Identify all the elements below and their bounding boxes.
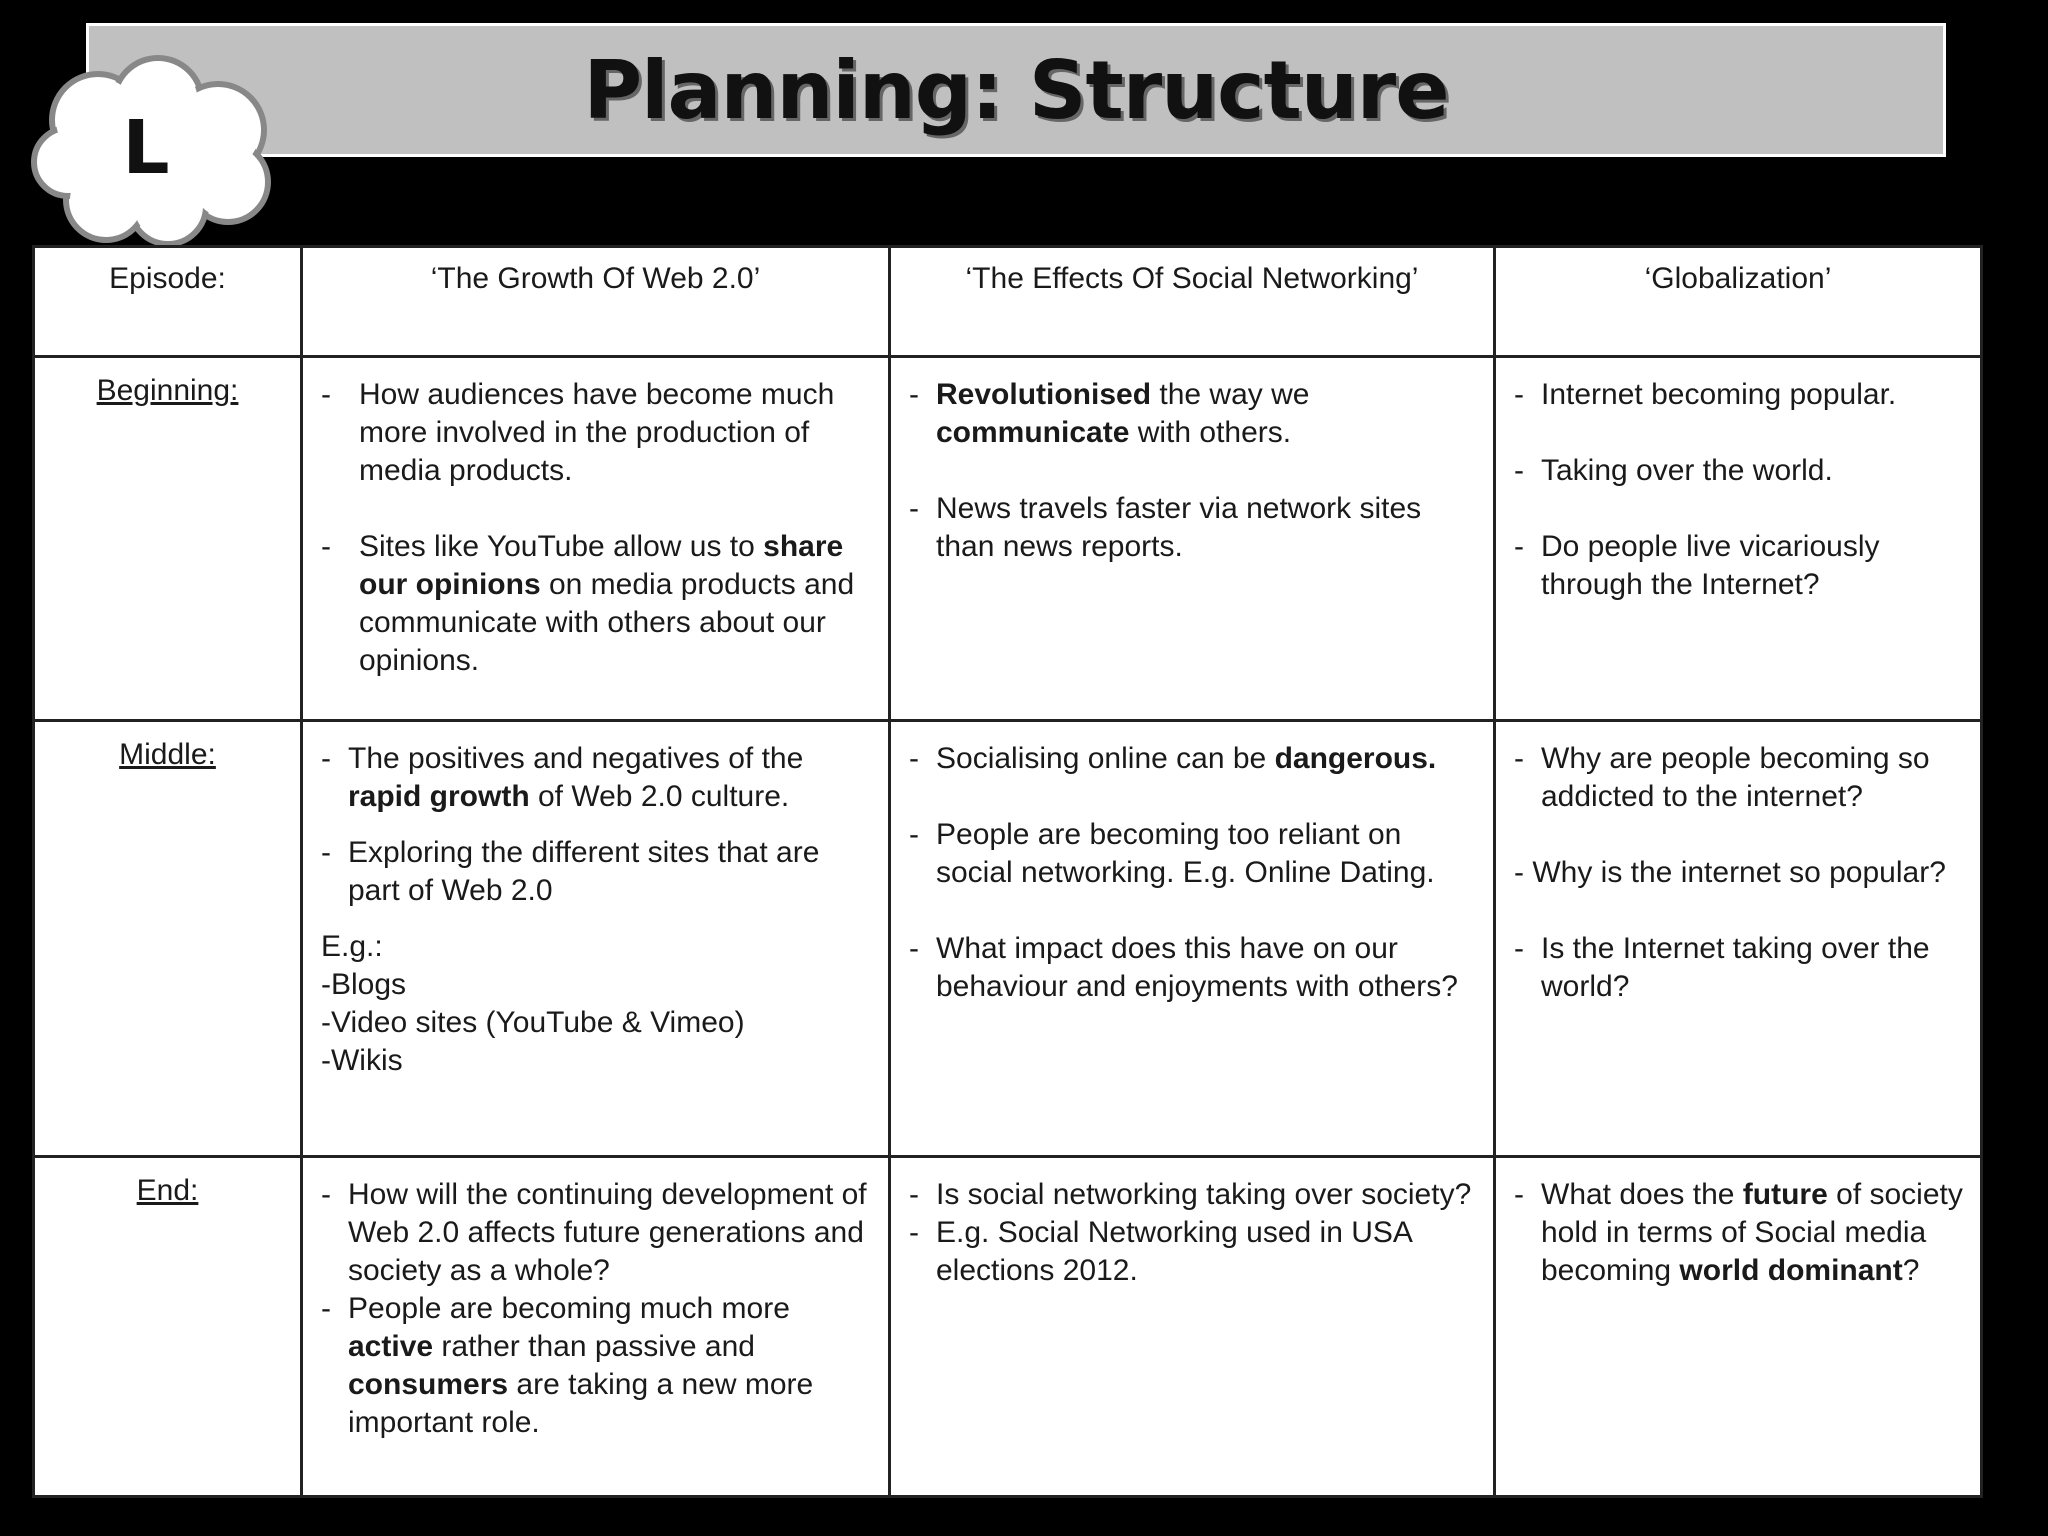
- cell-beginning-globalization: [1495, 357, 1982, 721]
- header-row: [34, 247, 1982, 357]
- row-label-beginning: Beginning:: [34, 357, 302, 721]
- badge-letter: L: [122, 105, 170, 191]
- example-label: E.g.:: [321, 930, 383, 963]
- list-item: - People are becoming too reliant on social networking. E.g. Online Dating.: [909, 818, 1435, 889]
- cell-end-web2: [302, 1157, 890, 1497]
- cell-beginning-web2: [302, 357, 890, 721]
- list-item: - E.g. Social Networking used in USA elections 2012.: [909, 1216, 1412, 1287]
- planning-table: [32, 245, 1983, 1498]
- cell-middle-social: [890, 721, 1495, 1157]
- list-item: - Internet becoming popular.: [1514, 378, 1897, 411]
- header-col-social: ‘The Effects Of Social Networking’: [890, 247, 1495, 357]
- header-episode: Episode:: [34, 247, 302, 357]
- example-item: -Wikis: [321, 1044, 403, 1077]
- list-item: - Do people live vicariously through the Internet?: [1514, 530, 1880, 601]
- list-item: - Socialising online can be dangerous.: [909, 742, 1437, 775]
- header-col-web2: ‘The Growth Of Web 2.0’: [302, 247, 890, 357]
- list-item: - Why are people becoming so addicted to the internet?: [1514, 742, 1930, 813]
- list-item: - Taking over the world.: [1514, 454, 1833, 487]
- table-row-middle: [34, 721, 1982, 1157]
- table-row-end: [34, 1157, 1982, 1497]
- page-title: Planning: Structure: [583, 43, 1449, 137]
- example-item: -Video sites (YouTube & Vimeo): [321, 1006, 745, 1039]
- cell-beginning-social: [890, 357, 1495, 721]
- list-item: - Why is the internet so popular?: [1514, 856, 1946, 889]
- cell-middle-web2: [302, 721, 890, 1157]
- list-item: - Exploring the different sites that are part of Web 2.0: [321, 836, 820, 907]
- list-item: - People are becoming much more active rather than passive and consumers are taking a new more important role.: [321, 1292, 814, 1439]
- list-item: - Sites like YouTube allow us to share our opinions on media products and communicate with others about our opinions.: [321, 530, 855, 677]
- cell-end-globalization: [1495, 1157, 1982, 1497]
- list-item: - Is the Internet taking over the world?: [1514, 932, 1930, 1003]
- list-item: - How will the continuing development of Web 2.0 affects future generations and society as a whole?: [321, 1178, 867, 1287]
- title-banner: [86, 23, 1946, 157]
- list-item: - Is social networking taking over society?: [909, 1178, 1472, 1211]
- list-item: - News travels faster via network sites than news reports.: [909, 492, 1422, 563]
- row-label-middle: Middle:: [34, 721, 302, 1157]
- list-item: - What does the future of society hold in terms of Social media becoming world dominant?: [1514, 1178, 1963, 1287]
- list-item: - What impact does this have on our behaviour and enjoyments with others?: [909, 932, 1458, 1003]
- example-item: -Blogs: [321, 968, 407, 1001]
- list-item: - The positives and negatives of the rapid growth of Web 2.0 culture.: [321, 742, 804, 813]
- row-label-end: End:: [34, 1157, 302, 1497]
- header-col-globalization: ‘Globalization’: [1495, 247, 1982, 357]
- table-row-beginning: [34, 357, 1982, 721]
- cell-middle-globalization: [1495, 721, 1982, 1157]
- list-item: - Revolutionised the way we communicate with others.: [909, 378, 1310, 449]
- list-item: - How audiences have become much more involved in the production of media products.: [321, 378, 835, 487]
- cell-end-social: [890, 1157, 1495, 1497]
